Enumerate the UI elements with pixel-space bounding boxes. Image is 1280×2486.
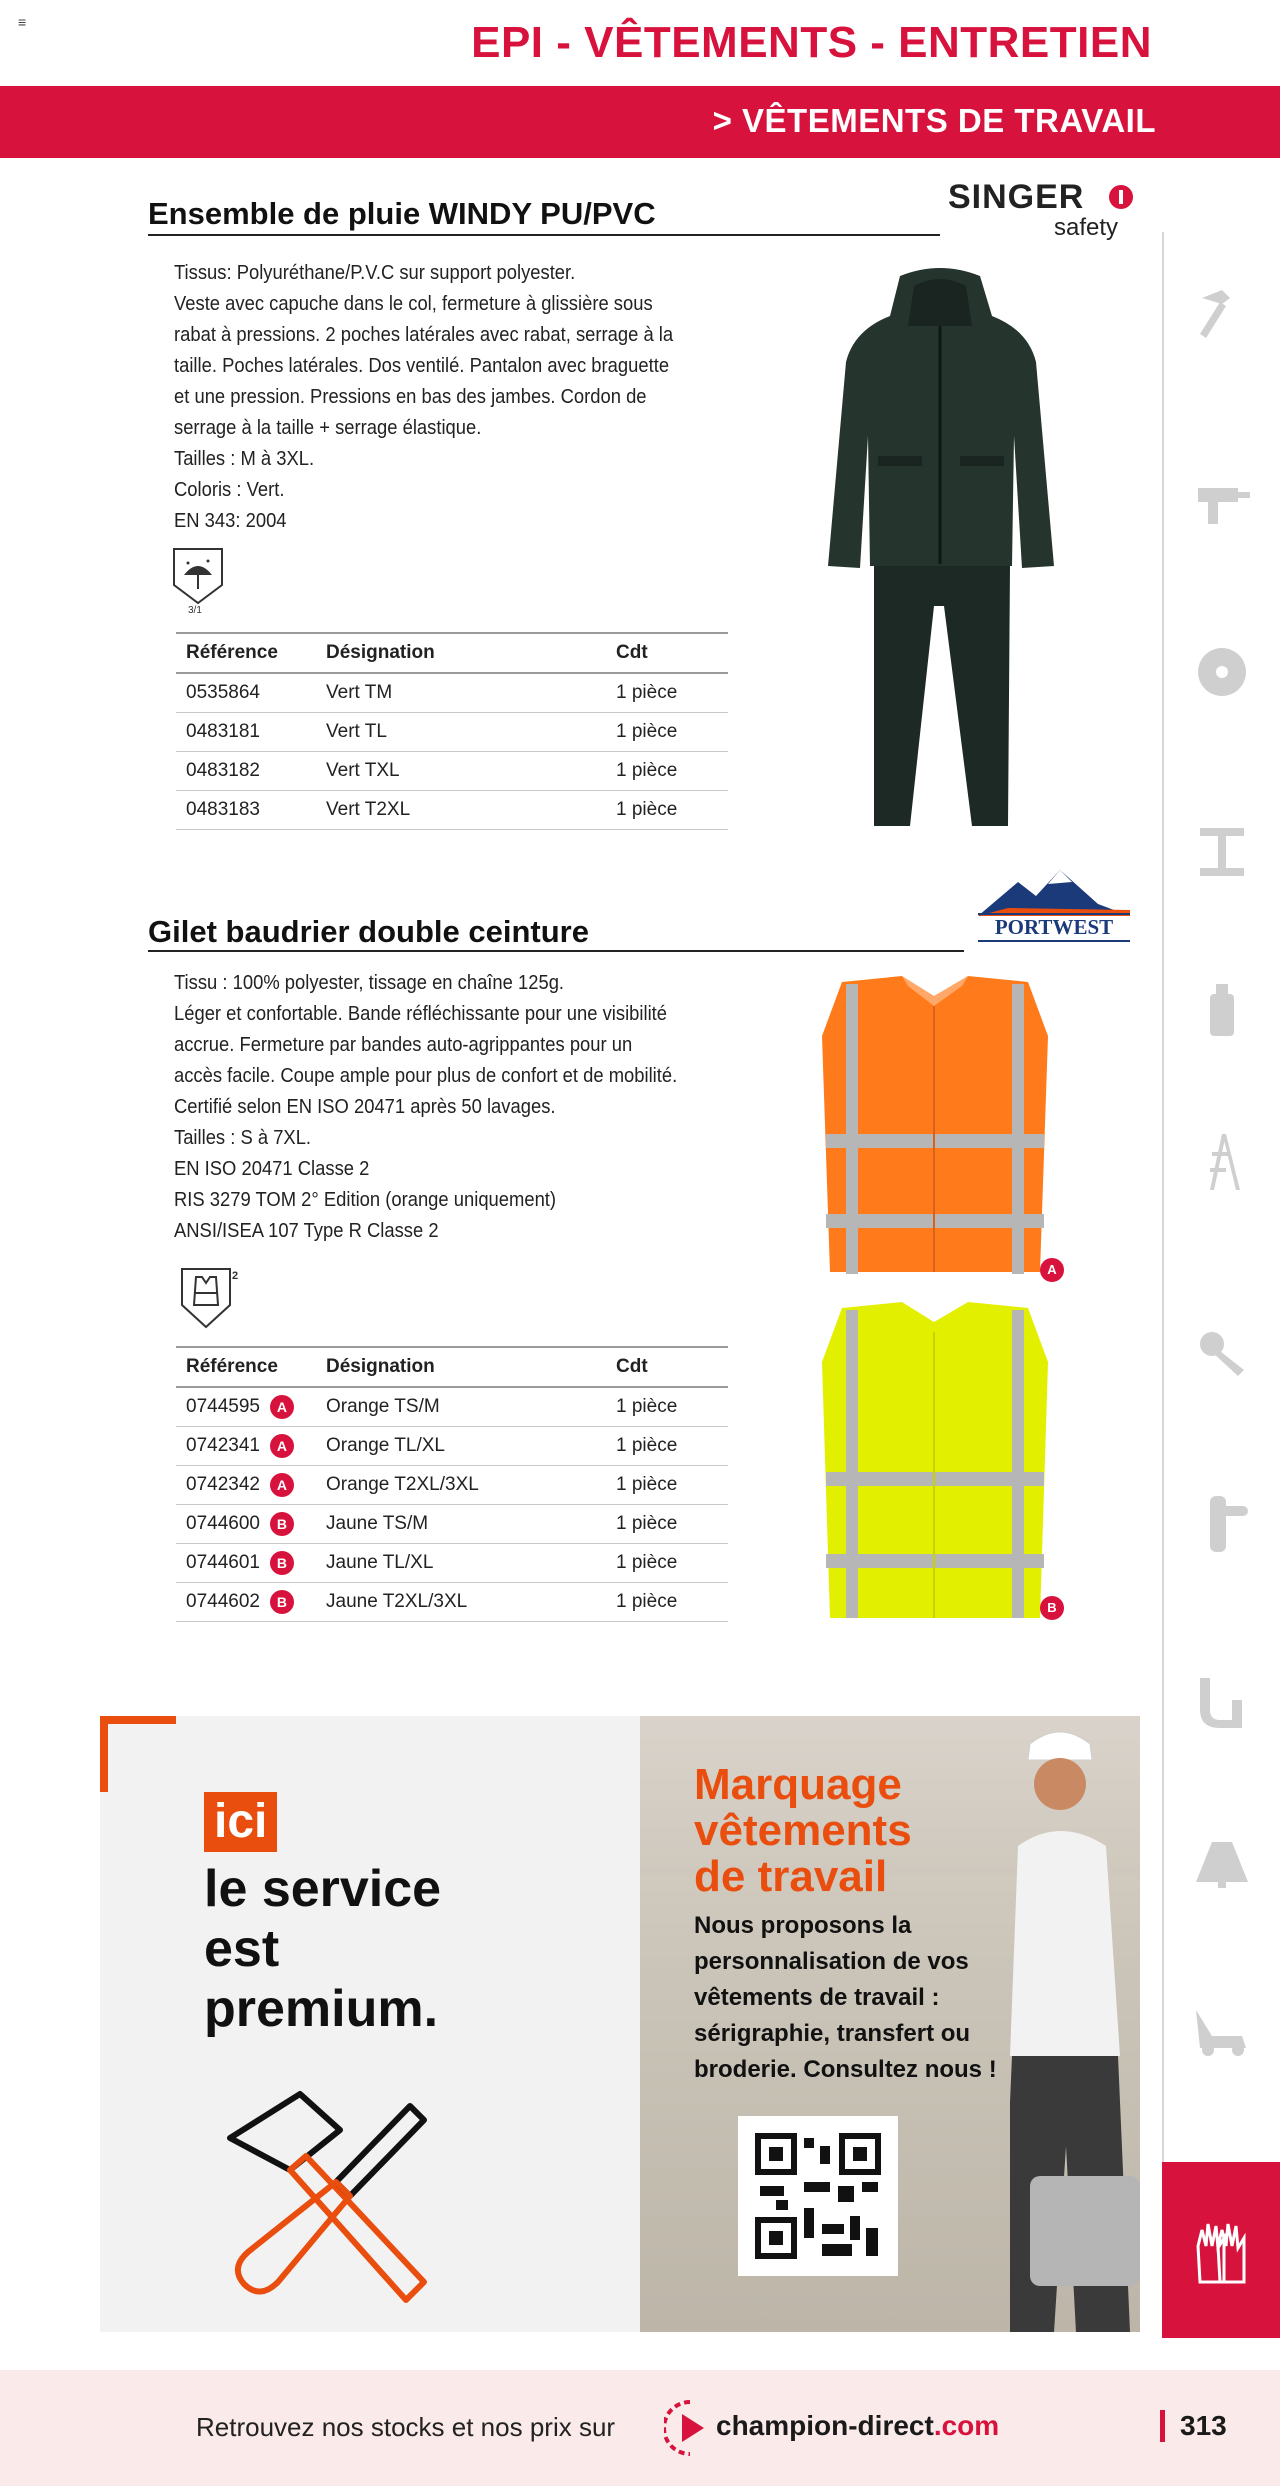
promo-banner <box>100 1716 1140 2332</box>
desc-line: Tailles : M à 3XL. <box>174 448 315 470</box>
ref-cell: 0535864 <box>176 673 316 713</box>
spray-can-icon[interactable] <box>1192 978 1252 1038</box>
steel-beam-icon[interactable] <box>1192 822 1252 882</box>
col-header: Cdt <box>606 1347 728 1387</box>
lawn-mower-icon[interactable] <box>1192 2000 1252 2060</box>
brand-part: champion-direct <box>716 2410 934 2441</box>
qr-code[interactable] <box>738 2116 898 2276</box>
col-header: Référence <box>176 633 316 673</box>
page-number-bar <box>1160 2410 1165 2442</box>
table-row <box>176 673 728 713</box>
designation-cell: Orange T2XL/3XL <box>316 1466 606 1505</box>
drill-icon[interactable] <box>1192 472 1252 532</box>
designation-cell: Jaune TS/M <box>316 1505 606 1544</box>
singer-safety-logo <box>948 178 1138 248</box>
table-row <box>176 752 728 791</box>
table-row <box>176 1387 728 1427</box>
cdt-cell: 1 pièce <box>606 791 728 830</box>
promo-ici: ici <box>204 1792 277 1852</box>
menu-icon[interactable]: ≡ <box>18 14 27 30</box>
product-description <box>174 258 673 537</box>
category-sidebar <box>1164 232 1280 2340</box>
section-bar <box>0 86 1280 158</box>
brand-domain: .com <box>933 2410 1000 2441</box>
cdt-cell: 1 pièce <box>606 1387 728 1427</box>
table-row <box>176 1466 728 1505</box>
designation-cell: Jaune T2XL/3XL <box>316 1583 606 1622</box>
desc-line: Tissus: Polyuréthane/P.V.C sur support polyester. <box>174 262 576 284</box>
promo-heading-line: vêtements <box>694 1806 912 1855</box>
title-rule <box>148 234 940 236</box>
desc-line: accès facile. Coupe ample pour plus de confort et de mobilité. <box>174 1065 678 1087</box>
promo-heading-line: de travail <box>694 1852 888 1901</box>
brand-sub: safety <box>1053 214 1118 241</box>
variant-badge: A <box>270 1473 294 1497</box>
designation-cell: Vert T2XL <box>316 791 606 830</box>
orange-vest-image <box>822 976 1048 1276</box>
gloves-icon <box>1190 2216 1254 2286</box>
footer-website-link[interactable] <box>716 2410 999 2442</box>
ladder-icon[interactable] <box>1192 1132 1252 1192</box>
col-header: Désignation <box>316 633 606 673</box>
promo-line: le service <box>204 1860 442 1918</box>
cdt-cell: 1 pièce <box>606 1466 728 1505</box>
title-rule <box>148 950 964 952</box>
cert-label: 2 <box>232 1270 239 1282</box>
table-row <box>176 1544 728 1583</box>
plumbing-pipe-icon[interactable] <box>1192 1670 1252 1730</box>
yellow-vest-image <box>822 1302 1048 1620</box>
door-handle-icon[interactable] <box>1192 1494 1252 1554</box>
designation-cell: Orange TS/M <box>316 1387 606 1427</box>
hammer-icon[interactable] <box>1192 282 1252 342</box>
cdt-cell: 1 pièce <box>606 1544 728 1583</box>
cdt-cell: 1 pièce <box>606 1583 728 1622</box>
promo-text <box>694 1908 997 2088</box>
brand-name: SINGER <box>948 178 1085 216</box>
cdt-cell: 1 pièce <box>606 673 728 713</box>
cdt-cell: 1 pièce <box>606 1505 728 1544</box>
designation-cell: Vert TXL <box>316 752 606 791</box>
page-title: EPI - VÊTEMENTS - ENTRETIEN <box>471 18 1152 67</box>
promo-text-line: Nous proposons la <box>694 1912 912 1939</box>
page-number: 313 <box>1180 2410 1227 2441</box>
variant-badge: B <box>270 1512 294 1536</box>
desc-line: Veste avec capuche dans le col, fermeture à glissière sous <box>174 293 653 315</box>
brand-mark-icon <box>1108 184 1134 210</box>
col-header: Référence <box>176 1347 316 1387</box>
desc-line: Coloris : Vert. <box>174 479 285 501</box>
promo-line: est <box>204 1920 280 1978</box>
cert-label: 3/1 <box>188 605 202 615</box>
col-header: Désignation <box>316 1347 606 1387</box>
promo-text-line: sérigraphie, transfert ou <box>694 2020 971 2047</box>
desc-line: Certifié selon EN ISO 20471 après 50 lavages. <box>174 1096 556 1118</box>
ref-cell: 0744595 <box>186 1396 260 1418</box>
mountain-icon <box>978 868 1130 916</box>
desc-line: Tailles : S à 7XL. <box>174 1127 312 1149</box>
sidebar-item-gloves-active[interactable] <box>1162 2162 1280 2338</box>
desc-line: Tissu : 100% polyester, tissage en chaîne 125g. <box>174 972 565 994</box>
desc-line: ANSI/ISEA 107 Type R Classe 2 <box>174 1220 439 1242</box>
footer-text: Retrouvez nos stocks et nos prix sur <box>196 2412 616 2442</box>
brand-name: PORTWEST <box>978 913 1130 942</box>
rain-protection-icon <box>170 545 226 615</box>
variant-marker-b: B <box>1040 1596 1064 1620</box>
ref-cell: 0744601 <box>186 1552 260 1574</box>
table-row <box>176 1427 728 1466</box>
variant-marker-a: A <box>1040 1258 1064 1282</box>
ref-cell: 0744602 <box>186 1591 260 1613</box>
table-row <box>176 1505 728 1544</box>
designation-cell: Orange TL/XL <box>316 1427 606 1466</box>
desc-line: RIS 3279 TOM 2° Edition (orange uniquement) <box>174 1189 557 1211</box>
table-row <box>176 713 728 752</box>
saw-blade-icon[interactable] <box>1192 642 1252 702</box>
designation-cell: Jaune TL/XL <box>316 1544 606 1583</box>
section-subtitle: > VÊTEMENTS DE TRAVAIL <box>712 102 1156 139</box>
promo-photo <box>640 1716 1140 2332</box>
table-row <box>176 791 728 830</box>
col-header: Cdt <box>606 633 728 673</box>
page-footer <box>0 2370 1280 2486</box>
worker-figure <box>1010 1726 1140 2332</box>
tools-icon <box>210 2086 440 2316</box>
table-row <box>176 1583 728 1622</box>
product-description <box>174 968 677 1247</box>
promo-text-line: vêtements de travail : <box>694 1984 940 2011</box>
desc-line: serrage à la taille + serrage élastique. <box>174 417 482 439</box>
promo-line: premium. <box>204 1980 439 2038</box>
product-title: Gilet baudrier double ceinture <box>148 914 589 949</box>
variant-badge: B <box>270 1590 294 1614</box>
promo-heading-line: Marquage <box>694 1760 902 1809</box>
ref-cell: 0742341 <box>186 1435 260 1457</box>
promo-text-line: broderie. Consultez nous ! <box>694 2056 997 2083</box>
cdt-cell: 1 pièce <box>606 1427 728 1466</box>
portwest-logo <box>978 868 1130 942</box>
variant-badge: A <box>270 1395 294 1419</box>
play-arrow-icon <box>664 2400 716 2456</box>
desc-line: accrue. Fermeture par bandes auto-agrippantes pour un <box>174 1034 633 1056</box>
ref-cell: 0744600 <box>186 1513 260 1535</box>
rain-suit-image <box>822 266 1058 828</box>
ref-cell: 0483181 <box>176 713 316 752</box>
desc-line: Léger et confortable. Bande réfléchissante pour une visibilité <box>174 1003 668 1025</box>
desc-line: EN ISO 20471 Classe 2 <box>174 1158 370 1180</box>
ref-cell: 0742342 <box>186 1474 260 1496</box>
ref-cell: 0483182 <box>176 752 316 791</box>
corner-bracket <box>100 1716 180 1796</box>
hi-vis-certification-icon <box>178 1265 242 1335</box>
cdt-cell: 1 pièce <box>606 713 728 752</box>
desc-line: rabat à pressions. 2 poches latérales avec rabat, serrage à la <box>174 324 674 346</box>
screw-icon[interactable] <box>1192 1324 1252 1384</box>
designation-cell: Vert TM <box>316 673 606 713</box>
desc-line: EN 343: 2004 <box>174 510 287 532</box>
product-table <box>176 1346 728 1622</box>
ref-cell: 0483183 <box>176 791 316 830</box>
lamp-icon[interactable] <box>1192 1832 1252 1892</box>
desc-line: et une pression. Pressions en bas des jambes. Cordon de <box>174 386 647 408</box>
variant-badge: B <box>270 1551 294 1575</box>
desc-line: taille. Poches latérales. Dos ventilé. Pantalon avec braguette <box>174 355 670 377</box>
variant-badge: A <box>270 1434 294 1458</box>
designation-cell: Vert TL <box>316 713 606 752</box>
promo-text-line: personnalisation de vos <box>694 1948 969 1975</box>
product-title: Ensemble de pluie WINDY PU/PVC <box>148 196 656 231</box>
cdt-cell: 1 pièce <box>606 752 728 791</box>
product-table <box>176 632 728 830</box>
